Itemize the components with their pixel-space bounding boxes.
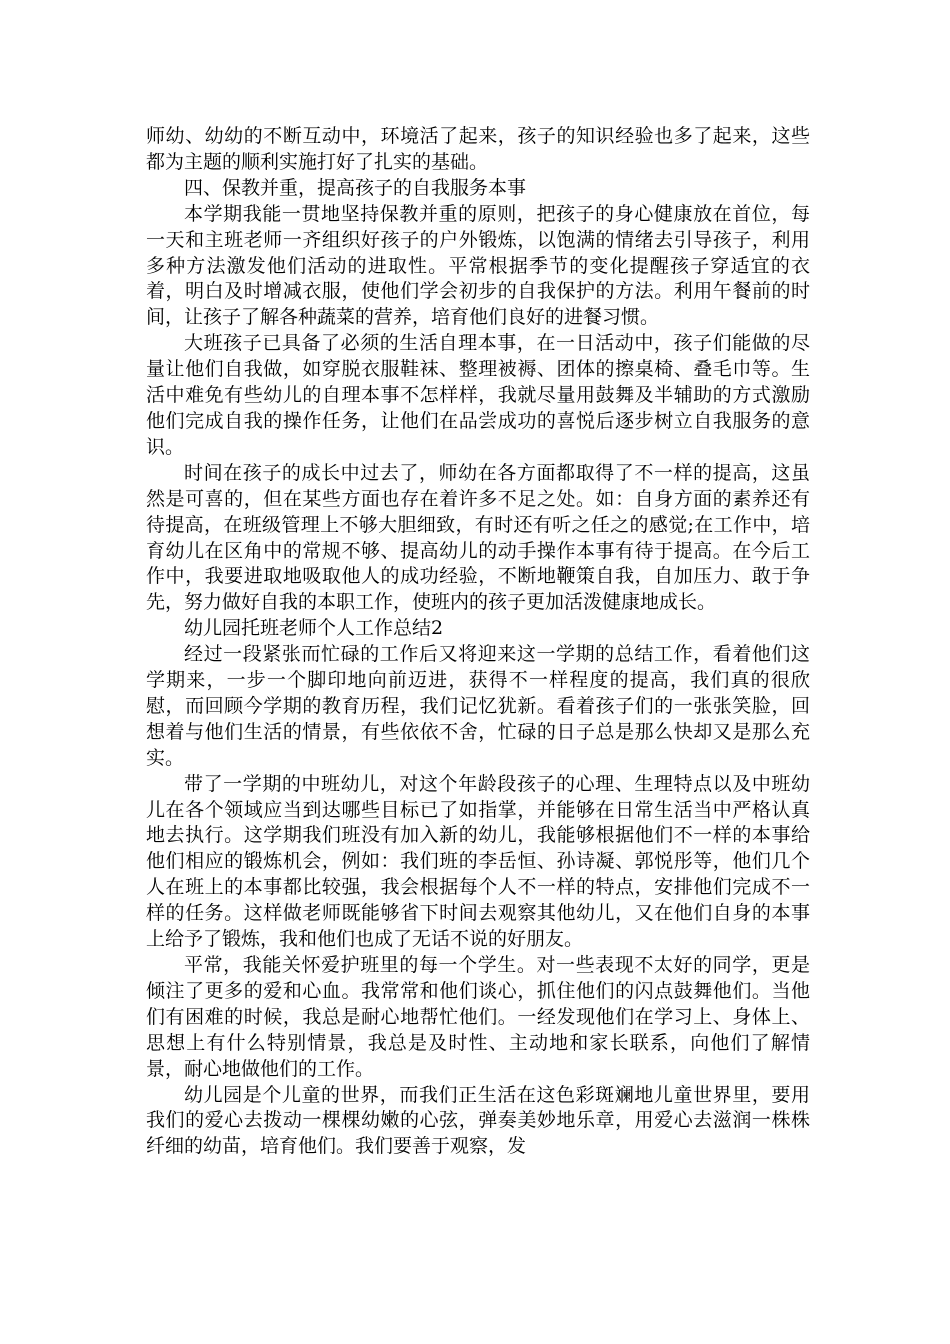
- paragraph: 经过一段紧张而忙碌的工作后又将迎来这一学期的总结工作，看着他们这学期来，一步一个脚印地向前迈进，获得不一样程度的提高，我们真的很欣慰，而回顾今学期的教育历程，我们记忆犹新。看着孩子们的一张张笑脸，回想着与他们生活的情景，有些依依不舍，忙碌的日子总是那么快却又是那么充实。: [146, 643, 810, 769]
- paragraph: 平常，我能关怀爱护班里的每一个学生。对一些表现不太好的同学，更是倾注了更多的爱和心血。我常常和他们谈心，抓住他们的闪点鼓舞他们。当他们有困难的时候，我总是耐心地帮忙他们。一经发现他们在学习上、身体上、思想上有什么特别情景，我总是及时性、主动地和家长联系，向他们了解情景，耐心地做他们的工作。: [146, 954, 810, 1080]
- paragraph: 幼儿园是个儿童的世界，而我们正生活在这色彩斑斓地儿童世界里，要用我们的爱心去拨动一棵棵幼嫩的心弦，弹奏美妙地乐章，用爱心去滋润一株株纤细的幼苗，培育他们。我们要善于观察，发: [146, 1083, 810, 1158]
- paragraph: 时间在孩子的成长中过去了，师幼在各方面都取得了不一样的提高，这虽然是可喜的，但在某些方面也存在着许多不足之处。如：自身方面的素养还有待提高，在班级管理上不够大胆细致，有时还有听之任之的感觉;在工作中，培育幼儿在区角中的常规不够、提高幼儿的动手操作本事有待于提高。在今后工作中，我要进取地吸取他人的成功经验，不断地鞭策自我，自加压力、敢于争先，努力做好自我的本职工作，使班内的孩子更加活泼健康地成长。: [146, 461, 810, 614]
- document-title-2: 幼儿园托班老师个人工作总结2: [184, 617, 444, 640]
- paragraph: 大班孩子已具备了必须的生活自理本事，在一日活动中，孩子们能做的尽量让他们自我做，如穿脱衣服鞋袜、整理被褥、团体的擦桌椅、叠毛巾等。生活中难免有些幼儿的自理本事不怎样样，我就尽量用鼓舞及半辅助的方式激励他们完成自我的操作任务，让他们在品尝成功的喜悦后逐步树立自我服务的意识。: [146, 332, 810, 458]
- paragraph: 带了一学期的中班幼儿，对这个年龄段孩子的心理、生理特点以及中班幼儿在各个领域应当到达哪些目标已了如指掌，并能够在日常生活当中严格认真地去执行。这学期我们班没有加入新的幼儿，我能够根据他们不一样的本事给他们相应的锻炼机会，例如：我们班的李岳恒、孙诗凝、郭悦彤等，他们几个人在班上的本事都比较强，我会根据每个人不一样的特点，安排他们完成不一样的任务。这样做老师既能够省下时间去观察其他幼儿，又在他们自身的本事上给予了锻炼，我和他们也成了无话不说的好朋友。: [146, 772, 810, 951]
- section-heading-4: 四、保教并重，提高孩子的自我服务本事: [184, 176, 527, 199]
- document-page: [146, 124, 810, 1160]
- paragraph: 本学期我能一贯地坚持保教并重的原则，把孩子的身心健康放在首位，每一天和主班老师一齐组织好孩子的户外锻炼，以饱满的情绪去引导孩子，利用多种方法激发他们活动的进取性。平常根据季节的变化提醒孩子穿适宜的衣着，明白及时增减衣服，使他们学会初步的自我保护的方法。利用午餐前的时间，让孩子了解各种蔬菜的营养，培育他们良好的进餐习惯。: [146, 202, 810, 329]
- paragraph-continuation: 师幼、幼幼的不断互动中，环境活了起来，孩子的知识经验也多了起来，这些都为主题的顺利实施打好了扎实的基础。: [146, 125, 810, 173]
